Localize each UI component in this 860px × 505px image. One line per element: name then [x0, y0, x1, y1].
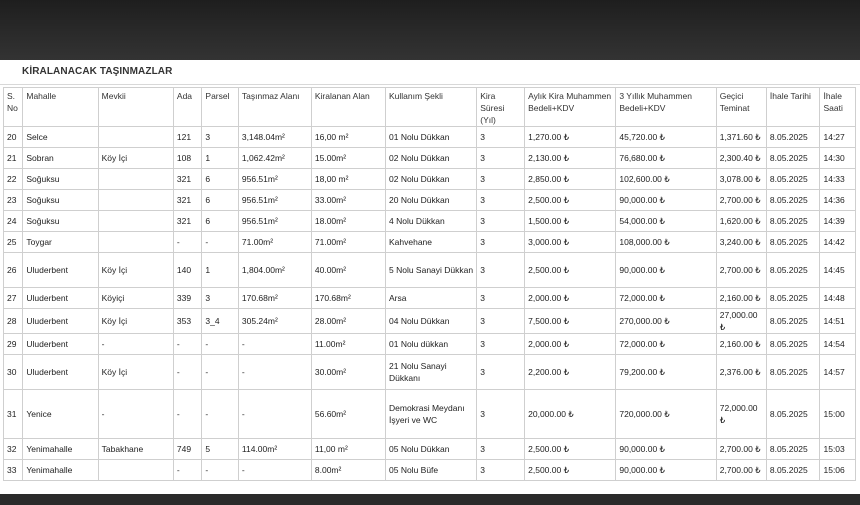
cell-yillik: 45,720.00 ₺: [616, 127, 716, 148]
cell-teminat: 27,000.00 ₺: [716, 309, 766, 334]
title-bar: [0, 60, 860, 85]
cell-parsel: 6: [202, 190, 238, 211]
header-kullanim: Kullanım Şekli: [386, 88, 477, 127]
cell-sure: 3: [477, 253, 525, 288]
cell-yillik: 72,000.00 ₺: [616, 288, 716, 309]
cell-saat: 14:54: [820, 334, 856, 355]
cell-teminat: 3,240.00 ₺: [716, 232, 766, 253]
cell-kiralanan: 33.00m²: [311, 190, 385, 211]
cell-parsel: -: [202, 232, 238, 253]
header-mevkii: Mevkii: [98, 88, 173, 127]
cell-mahalle: Uluderbent: [23, 355, 98, 390]
cell-teminat: 2,700.00 ₺: [716, 439, 766, 460]
cell-sure: 3: [477, 460, 525, 481]
cell-saat: 14:57: [820, 355, 856, 390]
cell-sure: 3: [477, 169, 525, 190]
cell-tarih: 8.05.2025: [766, 253, 820, 288]
cell-mevkii: Köy İçi: [98, 253, 173, 288]
cell-saat: 14:39: [820, 211, 856, 232]
cell-parsel: 1: [202, 148, 238, 169]
table-row: [4, 355, 856, 390]
cell-tarih: 8.05.2025: [766, 211, 820, 232]
cell-tarih: 8.05.2025: [766, 355, 820, 390]
cell-mahalle: Sobran: [23, 148, 98, 169]
cell-teminat: 1,620.00 ₺: [716, 211, 766, 232]
cell-ada: 339: [173, 288, 202, 309]
property-table: [3, 87, 856, 481]
cell-mahalle: Uluderbent: [23, 309, 98, 334]
cell-sure: 3: [477, 127, 525, 148]
cell-tarih: 8.05.2025: [766, 390, 820, 439]
cell-tasinmaz: 114.00m²: [238, 439, 311, 460]
cell-yillik: 54,000.00 ₺: [616, 211, 716, 232]
document-sheet: [0, 60, 860, 494]
cell-tarih: 8.05.2025: [766, 309, 820, 334]
cell-aylik: 2,000.00 ₺: [525, 288, 616, 309]
cell-ada: 353: [173, 309, 202, 334]
cell-teminat: 2,376.00 ₺: [716, 355, 766, 390]
cell-kullanim: 05 Nolu Dükkan: [386, 439, 477, 460]
table-row: [4, 439, 856, 460]
cell-parsel: 3: [202, 288, 238, 309]
cell-aylik: 3,000.00 ₺: [525, 232, 616, 253]
cell-tarih: 8.05.2025: [766, 460, 820, 481]
cell-mevkii: Köy İçi: [98, 355, 173, 390]
cell-aylik: 2,500.00 ₺: [525, 253, 616, 288]
cell-sure: 3: [477, 439, 525, 460]
cell-kiralanan: 15.00m²: [311, 148, 385, 169]
page-title: KİRALANACAK TAŞINMAZLAR: [22, 66, 173, 77]
cell-saat: 14:48: [820, 288, 856, 309]
cell-saat: 14:36: [820, 190, 856, 211]
cell-aylik: 1,500.00 ₺: [525, 211, 616, 232]
cell-aylik: 2,500.00 ₺: [525, 190, 616, 211]
cell-sure: 3: [477, 355, 525, 390]
cell-tasinmaz: -: [238, 390, 311, 439]
cell-tasinmaz: 3,148.04m²: [238, 127, 311, 148]
cell-teminat: 1,371.60 ₺: [716, 127, 766, 148]
cell-kullanim: 02 Nolu Dükkan: [386, 169, 477, 190]
cell-sure: 3: [477, 232, 525, 253]
cell-ada: 121: [173, 127, 202, 148]
cell-parsel: 5: [202, 439, 238, 460]
cell-parsel: 3_4: [202, 309, 238, 334]
cell-mahalle: Selce: [23, 127, 98, 148]
cell-ada: -: [173, 355, 202, 390]
header-parsel: Parsel: [202, 88, 238, 127]
cell-kullanim: 21 Nolu Sanayi Dükkanı: [386, 355, 477, 390]
cell-ada: 140: [173, 253, 202, 288]
cell-tarih: 8.05.2025: [766, 232, 820, 253]
cell-mevkii: [98, 127, 173, 148]
cell-yillik: 90,000.00 ₺: [616, 439, 716, 460]
cell-aylik: 2,500.00 ₺: [525, 439, 616, 460]
table-row: [4, 232, 856, 253]
cell-ada: -: [173, 460, 202, 481]
cell-teminat: 2,700.00 ₺: [716, 460, 766, 481]
cell-mevkii: -: [98, 334, 173, 355]
cell-teminat: 3,078.00 ₺: [716, 169, 766, 190]
cell-mevkii: Köy İçi: [98, 309, 173, 334]
cell-tarih: 8.05.2025: [766, 288, 820, 309]
cell-mevkii: [98, 460, 173, 481]
cell-aylik: 7,500.00 ₺: [525, 309, 616, 334]
table-row: [4, 309, 856, 334]
table-row: [4, 127, 856, 148]
cell-no: 33: [4, 460, 23, 481]
cell-aylik: 20,000.00 ₺: [525, 390, 616, 439]
cell-ada: 749: [173, 439, 202, 460]
cell-teminat: 2,700.00 ₺: [716, 253, 766, 288]
cell-tarih: 8.05.2025: [766, 127, 820, 148]
cell-tasinmaz: 956.51m²: [238, 169, 311, 190]
table-row: [4, 288, 856, 309]
cell-yillik: 72,000.00 ₺: [616, 334, 716, 355]
cell-mahalle: Soğuksu: [23, 190, 98, 211]
cell-ada: 321: [173, 169, 202, 190]
cell-aylik: 1,270.00 ₺: [525, 127, 616, 148]
cell-kiralanan: 11,00 m²: [311, 439, 385, 460]
cell-no: 23: [4, 190, 23, 211]
cell-tarih: 8.05.2025: [766, 334, 820, 355]
table-row: [4, 190, 856, 211]
table-row: [4, 460, 856, 481]
cell-kiralanan: 18.00m²: [311, 211, 385, 232]
cell-parsel: -: [202, 460, 238, 481]
cell-ada: -: [173, 390, 202, 439]
cell-yillik: 270,000.00 ₺: [616, 309, 716, 334]
cell-kullanim: Kahvehane: [386, 232, 477, 253]
cell-tasinmaz: -: [238, 355, 311, 390]
cell-mahalle: Yenice: [23, 390, 98, 439]
cell-tasinmaz: 1,804.00m²: [238, 253, 311, 288]
cell-tasinmaz: 305.24m²: [238, 309, 311, 334]
cell-kullanim: Demokrasi Meydanı İşyeri ve WC: [386, 390, 477, 439]
cell-tasinmaz: -: [238, 334, 311, 355]
cell-kullanim: 4 Nolu Dükkan: [386, 211, 477, 232]
cell-no: 25: [4, 232, 23, 253]
background-bottom: [0, 494, 860, 505]
cell-yillik: 102,600.00 ₺: [616, 169, 716, 190]
cell-no: 31: [4, 390, 23, 439]
cell-parsel: 1: [202, 253, 238, 288]
cell-parsel: 3: [202, 127, 238, 148]
cell-yillik: 79,200.00 ₺: [616, 355, 716, 390]
cell-mevkii: [98, 211, 173, 232]
cell-ada: 321: [173, 211, 202, 232]
cell-parsel: -: [202, 355, 238, 390]
cell-tasinmaz: 170.68m²: [238, 288, 311, 309]
table-row: [4, 334, 856, 355]
cell-mevkii: Tabakhane: [98, 439, 173, 460]
cell-saat: 14:30: [820, 148, 856, 169]
cell-kullanim: 04 Nolu Dükkan: [386, 309, 477, 334]
background-top: [0, 0, 860, 60]
cell-no: 24: [4, 211, 23, 232]
cell-parsel: 6: [202, 211, 238, 232]
cell-saat: 14:51: [820, 309, 856, 334]
cell-kiralanan: 71.00m²: [311, 232, 385, 253]
cell-no: 32: [4, 439, 23, 460]
header-yillik: 3 Yıllık Muhammen Bedeli+KDV: [616, 88, 716, 127]
cell-mahalle: Uluderbent: [23, 334, 98, 355]
cell-sure: 3: [477, 211, 525, 232]
cell-saat: 14:42: [820, 232, 856, 253]
cell-kiralanan: 170.68m²: [311, 288, 385, 309]
cell-mahalle: Yenimahalle: [23, 439, 98, 460]
cell-teminat: 72,000.00 ₺: [716, 390, 766, 439]
cell-yillik: 76,680.00 ₺: [616, 148, 716, 169]
cell-saat: 15:00: [820, 390, 856, 439]
table-header-row: [4, 88, 856, 127]
cell-tarih: 8.05.2025: [766, 190, 820, 211]
cell-aylik: 2,500.00 ₺: [525, 460, 616, 481]
cell-tasinmaz: 956.51m²: [238, 190, 311, 211]
table-row: [4, 148, 856, 169]
cell-mahalle: Toygar: [23, 232, 98, 253]
cell-tarih: 8.05.2025: [766, 148, 820, 169]
cell-kiralanan: 40.00m²: [311, 253, 385, 288]
cell-kullanim: 01 Nolu Dükkan: [386, 127, 477, 148]
cell-teminat: 2,300.40 ₺: [716, 148, 766, 169]
cell-tasinmaz: 956.51m²: [238, 211, 311, 232]
cell-parsel: 6: [202, 169, 238, 190]
cell-kiralanan: 28.00m²: [311, 309, 385, 334]
cell-mahalle: Yenimahalle: [23, 460, 98, 481]
cell-sure: 3: [477, 309, 525, 334]
cell-aylik: 2,130.00 ₺: [525, 148, 616, 169]
cell-mahalle: Uluderbent: [23, 288, 98, 309]
cell-sure: 3: [477, 148, 525, 169]
cell-no: 27: [4, 288, 23, 309]
cell-no: 22: [4, 169, 23, 190]
cell-mevkii: Köy İçi: [98, 148, 173, 169]
cell-aylik: 2,200.00 ₺: [525, 355, 616, 390]
cell-teminat: 2,700.00 ₺: [716, 190, 766, 211]
cell-tarih: 8.05.2025: [766, 439, 820, 460]
header-tasinmaz: Taşınmaz Alanı: [238, 88, 311, 127]
header-mahalle: Mahalle: [23, 88, 98, 127]
cell-tarih: 8.05.2025: [766, 169, 820, 190]
cell-kullanim: Arsa: [386, 288, 477, 309]
cell-no: 26: [4, 253, 23, 288]
cell-kiralanan: 30.00m²: [311, 355, 385, 390]
cell-kiralanan: 11.00m²: [311, 334, 385, 355]
cell-teminat: 2,160.00 ₺: [716, 288, 766, 309]
cell-kullanim: 02 Nolu Dükkan: [386, 148, 477, 169]
cell-sure: 3: [477, 334, 525, 355]
cell-mevkii: [98, 190, 173, 211]
header-saat: İhale Saati: [820, 88, 856, 127]
header-teminat: Geçici Teminat: [716, 88, 766, 127]
cell-saat: 15:06: [820, 460, 856, 481]
table-row: [4, 211, 856, 232]
cell-no: 30: [4, 355, 23, 390]
table-row: [4, 169, 856, 190]
cell-saat: 15:03: [820, 439, 856, 460]
header-tarih: İhale Tarihi: [766, 88, 820, 127]
table-row: [4, 253, 856, 288]
cell-parsel: -: [202, 390, 238, 439]
header-aylik: Aylık Kira Muhammen Bedeli+KDV: [525, 88, 616, 127]
cell-aylik: 2,850.00 ₺: [525, 169, 616, 190]
cell-tasinmaz: -: [238, 460, 311, 481]
cell-no: 20: [4, 127, 23, 148]
cell-yillik: 108,000.00 ₺: [616, 232, 716, 253]
cell-kiralanan: 56.60m²: [311, 390, 385, 439]
cell-saat: 14:27: [820, 127, 856, 148]
header-kiralanan: Kiralanan Alan: [311, 88, 385, 127]
cell-ada: -: [173, 334, 202, 355]
cell-kiralanan: 18,00 m²: [311, 169, 385, 190]
header-ada: Ada: [173, 88, 202, 127]
cell-no: 21: [4, 148, 23, 169]
cell-ada: 321: [173, 190, 202, 211]
cell-kullanim: 20 Nolu Dükkan: [386, 190, 477, 211]
cell-ada: -: [173, 232, 202, 253]
cell-mevkii: [98, 169, 173, 190]
cell-saat: 14:45: [820, 253, 856, 288]
cell-yillik: 90,000.00 ₺: [616, 253, 716, 288]
cell-mevkii: Köyiçi: [98, 288, 173, 309]
header-sure: Kira Süresi (Yıl): [477, 88, 525, 127]
table-row: [4, 390, 856, 439]
header-no: S. No: [4, 88, 23, 127]
cell-mahalle: Soğuksu: [23, 169, 98, 190]
cell-sure: 3: [477, 390, 525, 439]
cell-no: 28: [4, 309, 23, 334]
cell-kiralanan: 8.00m²: [311, 460, 385, 481]
cell-no: 29: [4, 334, 23, 355]
cell-mevkii: [98, 232, 173, 253]
cell-saat: 14:33: [820, 169, 856, 190]
cell-tasinmaz: 1,062.42m²: [238, 148, 311, 169]
cell-kullanim: 05 Nolu Büfe: [386, 460, 477, 481]
cell-yillik: 90,000.00 ₺: [616, 190, 716, 211]
cell-sure: 3: [477, 190, 525, 211]
cell-mahalle: Soğuksu: [23, 211, 98, 232]
cell-tasinmaz: 71.00m²: [238, 232, 311, 253]
cell-sure: 3: [477, 288, 525, 309]
cell-mevkii: -: [98, 390, 173, 439]
cell-yillik: 720,000.00 ₺: [616, 390, 716, 439]
cell-kullanim: 5 Nolu Sanayi Dükkan: [386, 253, 477, 288]
cell-kullanim: 01 Nolu dükkan: [386, 334, 477, 355]
cell-yillik: 90,000.00 ₺: [616, 460, 716, 481]
cell-parsel: -: [202, 334, 238, 355]
cell-teminat: 2,160.00 ₺: [716, 334, 766, 355]
cell-ada: 108: [173, 148, 202, 169]
cell-mahalle: Uluderbent: [23, 253, 98, 288]
cell-aylik: 2,000.00 ₺: [525, 334, 616, 355]
cell-kiralanan: 16,00 m²: [311, 127, 385, 148]
